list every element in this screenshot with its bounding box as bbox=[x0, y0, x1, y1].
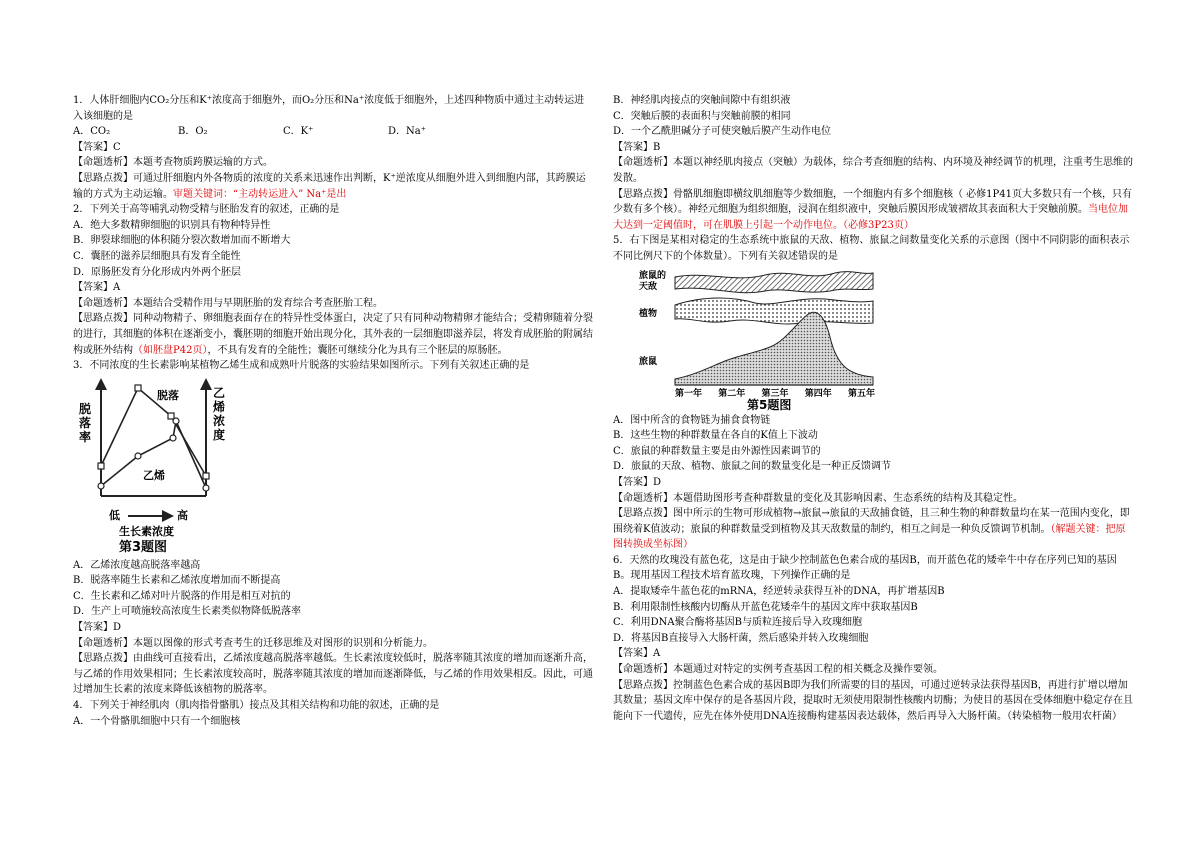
q4-option-a: A．一个骨骼肌细胞中只有一个细胞核 bbox=[73, 715, 241, 727]
fig5-plant-label: 植物 bbox=[639, 308, 658, 319]
q2-analysis: 【思路点拨】同种动物精子、卵细胞表面存在的特异性受体蛋白，决定了只有同种动物精卵才能结合；受精卵随着分裂的进行，其细胞的体积在逐渐变小，囊胚期的细胞开始出现分化，其外表的一层细胞即滋养层，将发育成胚胎的附属结构或胚外结构（如胚盘P42页），不具有发育的全能性；囊胚可继续分化为具有三个胚层的原肠胚。 bbox=[73, 313, 593, 356]
figure-5 bbox=[635, 267, 1133, 411]
q1-option-b: B．O₂ bbox=[178, 126, 208, 138]
q1-stem: 1．人体肝细胞内CO₂分压和K⁺浓度高于细胞外，而O₂分压和Na⁺浓度低于细胞外，上述四种物质中通过主动转运进入该细胞的是 bbox=[73, 95, 585, 122]
q4-option-c: C．突触后膜的表面积与突触前膜的相同 bbox=[613, 110, 791, 122]
q1-options bbox=[73, 124, 593, 140]
fig3-ylabel-right: 乙烯浓度 bbox=[213, 385, 226, 442]
q6-option-b: B．利用限制性核酸内切酶从开蓝色花矮牵牛的基因文库中获取基因B bbox=[613, 601, 918, 613]
fig5-lemming-label: 旅鼠 bbox=[639, 356, 658, 367]
q1-note: 审题关键词：“主动转运进入” Na⁺是出 bbox=[173, 188, 347, 200]
q1-answer: 【答案】C bbox=[73, 141, 121, 153]
fig3-dropout-label: 脱落 bbox=[157, 388, 179, 402]
q5-intent: 【命题透析】本题借助图形考查种群数量的变化及其影响因素、生态系统的结构及其稳定性。 bbox=[613, 492, 1023, 504]
predator-band bbox=[675, 271, 873, 292]
q4-note: 当电位加大达到一定阈值时，可在肌膜上引起一个动作电位。（必修3P23页） bbox=[613, 204, 1128, 231]
fig5-year-2: 第二年 bbox=[718, 388, 746, 399]
fig5-year-3: 第三年 bbox=[761, 388, 789, 399]
q6-option-c: C．利用DNA聚合酶将基因B与质粒连接后导入玫瑰细胞 bbox=[613, 617, 862, 629]
q6-answer: 【答案】A bbox=[613, 648, 661, 660]
q4-answer: 【答案】B bbox=[613, 141, 661, 153]
q4-analysis: 【思路点拨】骨骼肌细胞即横纹肌细胞等少数细胞，一个细胞内有多个细胞核（ 必修1P41页大多数只有一个核，只有少数有多个核）。神经元细胞为组织细胞，浸润在组织液中，突触后膜因形成皱褶故其表面积大于突触前膜。当电位加大达到一定阈值时，可在肌膜上引起一个动作电位。（必修3P23页） bbox=[613, 188, 1132, 231]
q6-intent: 【命题透析】本题通过对特定的实例考查基因工程的相关概念及操作要领。 bbox=[613, 664, 943, 676]
figure-3 bbox=[73, 376, 593, 556]
q2-note: （如胚盘P42页） bbox=[133, 344, 208, 356]
q2-answer: 【答案】A bbox=[73, 282, 121, 294]
q5-answer: 【答案】D bbox=[613, 476, 662, 488]
q5-option-d: D．旅鼠的天敌、植物、旅鼠之间的数量变化是一种正反馈调节 bbox=[613, 461, 892, 473]
q4-intent: 【命题透析】本题以神经肌肉接点（突触）为载体，综合考查细胞的结构、内环境及神经调节的机理，注重考生思维的发散。 bbox=[613, 157, 1133, 184]
plant-band bbox=[675, 298, 873, 324]
q3-stem: 3．不同浓度的生长素影响某植物乙烯生成和成熟叶片脱落的实验结果如图所示。下列有关叙述正确的是 bbox=[73, 360, 530, 372]
q1-analysis: 【思路点拨】可通过肝细胞内外各物质的浓度的关系来迅速作出判断，K⁺逆浓度从细胞外进入到细胞内部，其跨膜运输的方式为主动运输。审题关键词：“主动转运进入” Na⁺是出 bbox=[73, 172, 586, 200]
fig3-x-high: 高 bbox=[177, 508, 188, 522]
q5-stem: 5．右下图是某相对稳定的生态系统中旅鼠的天敌、植物、旅鼠之间数量变化关系的示意图（图中不同阴影的面积表示不同比例尺下的个体数量）。下列有关叙述错误的是 bbox=[613, 235, 1130, 262]
q3-intent: 【命题透析】本题以图像的形式考查考生的迁移思维及对图形的识别和分析能力。 bbox=[73, 637, 433, 649]
q4-stem: 4．下列关于神经肌肉（肌肉指骨骼肌）接点及其相关结构和功能的叙述，正确的是 bbox=[73, 700, 440, 712]
q2-intent: 【命题透析】本题结合受精作用与早期胚胎的发育综合考查胚胎工程。 bbox=[73, 297, 383, 309]
q2-option-c: C．囊胚的滋养层细胞具有发育全能性 bbox=[73, 250, 241, 262]
q4-option-b: B．神经肌肉接点的突触间隙中有组织液 bbox=[613, 95, 791, 106]
fig5-predator-label: 旅鼠的天敌 bbox=[639, 270, 667, 292]
fig3-x-low: 低 bbox=[109, 508, 120, 522]
dropout-curve bbox=[101, 388, 206, 476]
fig5-year-1: 第一年 bbox=[675, 388, 703, 399]
q5-option-a: A．图中所含的食物链为捕食食物链 bbox=[613, 414, 771, 426]
q5-note: （解题关键：把原图转换成坐标图） bbox=[613, 523, 1126, 551]
q6-option-a: A．提取矮牵牛蓝色花的mRNA，经逆转录获得互补的DNA，再扩增基因B bbox=[613, 586, 945, 598]
q2-stem: 2．下列关于高等哺乳动物受精与胚胎发育的叙述，正确的是 bbox=[73, 204, 340, 216]
fig5-year-5: 第五年 bbox=[847, 388, 875, 399]
q1-option-d: D．Na⁺ bbox=[388, 126, 427, 138]
q6-analysis: 【思路点拨】控制蓝色色素合成的基因B即为我们所需要的目的基因，可通过逆转录法获得基因B，再进行扩增以增加其数量；基因文库中保存的是各基因片段，提取时无须使用限制性核酸内切酶；为使目的基因在受体细胞中稳定存在且能向下一代遗传，应先在体外使用DNA连接酶构建基因表达载体，然后再导入大肠杆菌。（转染植物一般用农杆菌） bbox=[613, 679, 1133, 722]
q1-option-c: C．K⁺ bbox=[283, 126, 314, 138]
q3-option-a: A．乙烯浓度越高脱落率越高 bbox=[73, 559, 201, 571]
q6-stem: 6．天然的玫瑰没有蓝色花，这是由于缺少控制蓝色色素合成的基因B，而开蓝色花的矮牵牛中存在序列已知的基因B。现用基因工程技术培育蓝玫瑰，下列操作正确的是 bbox=[613, 554, 1117, 582]
q3-option-d: D．生产上可喷施较高浓度生长素类似物降低脱落率 bbox=[73, 606, 302, 618]
fig3-ylabel-left: 脱落率 bbox=[79, 401, 92, 444]
q5-option-b: B．这些生物的种群数量在各自的K值上下波动 bbox=[613, 430, 818, 442]
q1-option-a: A．CO₂ bbox=[73, 126, 111, 138]
fig5-year-4: 第四年 bbox=[804, 388, 832, 399]
q6-option-d: D．将基因B直接导入大肠杆菌，然后感染并转入玫瑰细胞 bbox=[613, 632, 869, 644]
q3-option-b: B．脱落率随生长素和乙烯浓度增加而不断提高 bbox=[73, 575, 281, 587]
fig3-ethylene-label: 乙烯 bbox=[143, 468, 165, 482]
fig5-caption: 第5题图 bbox=[747, 397, 792, 412]
q2-option-d: D．原肠胚发育分化形成内外两个胚层 bbox=[73, 266, 242, 278]
q3-option-c: C．生长素和乙烯对叶片脱落的作用是相互对抗的 bbox=[73, 590, 291, 602]
fig3-xlabel: 生长素浓度 bbox=[119, 524, 174, 538]
q5-analysis: 【思路点拨】图中所示的生物可形成植物→旅鼠→旅鼠的天敌捕食链，且三种生物的种群数量均在某一范围内变化，即围绕着K值波动；旅鼠的种群数量受到植物及其天敌数量的制约，相互之间是一种负反馈调节机制。（解题关键：把原图转换成坐标图） bbox=[613, 508, 1130, 551]
fig3-caption: 第3题图 bbox=[119, 539, 168, 555]
q2-option-b: B．卵裂球细胞的体积随分裂次数增加而不断增大 bbox=[73, 235, 291, 247]
q4-option-d: D．一个乙酰胆碱分子可使突触后膜产生动作电位 bbox=[613, 126, 832, 138]
q3-answer: 【答案】D bbox=[73, 622, 122, 634]
left-column bbox=[73, 93, 593, 729]
q1-intent: 【命题透析】本题考查物质跨膜运输的方式。 bbox=[73, 157, 273, 169]
q5-option-c: C．旅鼠的种群数量主要是由外源性因素调节的 bbox=[613, 445, 821, 457]
right-column bbox=[613, 93, 1133, 724]
q3-analysis: 【思路点拨】由曲线可直接看出，乙烯浓度越高脱落率越低。生长素浓度较低时，脱落率随其浓度的增加而逐渐升高，与乙烯的作用效果相同；生长素浓度较高时，脱落率随其浓度的增加而逐渐降低，与乙烯的作用效果相反。因此，可通过增加生长素的浓度来降低该植物的脱落率。 bbox=[73, 653, 593, 696]
q2-option-a: A．绝大多数精卵细胞的识别具有物种特异性 bbox=[73, 219, 271, 231]
